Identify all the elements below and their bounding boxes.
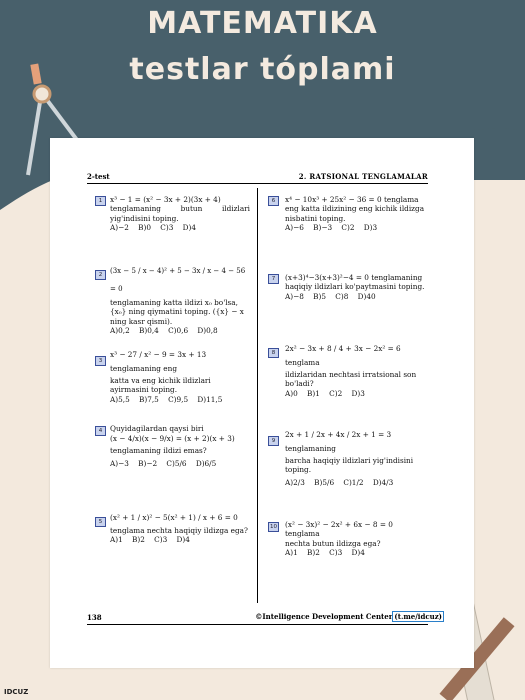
question-equation: x³ − 1 = (x² − 3x + 2)(3x + 4) [110, 195, 221, 204]
question-equation: 2x² − 3x + 8 / 4 + 3x − 2x² = 6 tenglama [285, 344, 401, 367]
question-options: A)1 B)2 C)3 D)4 [110, 535, 190, 545]
question-equation: (x+3)⁴−3(x+3)²−4 = 0 tenglamaning [285, 273, 423, 282]
question-equation: x⁴ − 10x³ + 25x² − 36 = 0 tenglama [285, 195, 419, 204]
question-4 [110, 424, 250, 471]
question-number: 8 [268, 348, 279, 358]
question-number: 10 [270, 524, 277, 530]
question-equation: (3x − 5 / x − 4)² + 5 − 3x / x − 4 − 56 = 0 [110, 267, 246, 293]
question-options: A)0 B)1 C)2 D)3 [285, 388, 365, 398]
question-text: nechta butun ildizga ega? [285, 538, 381, 548]
question-options: A)0,2 B)0,4 C)0,6 D)0,8 [110, 326, 218, 336]
cover-title-line1: MATEMATIKA [147, 6, 378, 41]
question-number: 9 [268, 436, 279, 446]
question-text: tenglamaning butun ildizlari yig'indisini toping. [110, 204, 250, 223]
question-8 [285, 342, 428, 398]
exam-page [50, 138, 474, 668]
question-text: barcha haqiqiy ildizlari yig'indisini toping. [285, 456, 414, 475]
question-6 [285, 195, 428, 233]
question-equation: (x² − 3x)² − 2x² + 6x − 8 = 0 tenglama [285, 520, 393, 539]
question-options: A)−3 B)−2 C)5/6 D)6/5 [110, 459, 217, 469]
question-number: 4 [95, 426, 106, 436]
question-number: 1 [95, 196, 106, 206]
question-5 [110, 510, 250, 545]
question-text: tenglamaning katta ildizi x₀ bo'lsa, {x₀} ning qiymatini toping. ({x} − x ning kasr qismi). [110, 298, 244, 326]
footer-text: ©Intelligence Development Center [255, 612, 393, 621]
page-number: 138 [87, 613, 102, 622]
footer-link[interactable]: (t.me/idcuz) [394, 612, 442, 621]
question-options: A)−8 B)5 C)8 D)40 [285, 291, 376, 301]
question-options: A)−6 B)−3 C)2 D)3 [285, 223, 378, 233]
question-7 [285, 273, 428, 301]
footer-divider [87, 624, 428, 625]
question-2 [110, 262, 250, 336]
question-number: 6 [268, 196, 279, 206]
question-text: katta va eng kichik ildizlari ayirmasini toping. [110, 376, 211, 395]
question-text: eng katta ildizining eng kichik ildizga nisbatini toping. [285, 204, 425, 223]
footer-credit [255, 612, 444, 621]
question-number: 2 [95, 270, 106, 280]
question-equation: 2x + 1 / 2x + 4x / 2x + 1 = 3 tenglamaning [285, 430, 392, 453]
question-text: haqiqiy ildizlari ko'paytmasini toping. [285, 282, 425, 292]
question-number: 5 [95, 517, 106, 527]
question-1 [110, 195, 250, 233]
column-divider [257, 188, 258, 603]
question-options: A)5,5 B)7,5 C)9,5 D)11,5 [110, 394, 223, 404]
question-10 [285, 520, 428, 558]
page-header-left: 2-test [87, 172, 110, 181]
question-text: (x − 4/x)(x − 9/x) = (x + 2)(x + 3) tenglamaning ildizi emas? [110, 434, 235, 456]
question-text: ildizlaridan nechtasi irratsional son bo'ladi? [285, 370, 417, 389]
question-number: 7 [268, 274, 279, 284]
question-options: A)1 B)2 C)3 D)4 [285, 548, 365, 558]
question-options: A)2/3 B)5/6 C)1/2 D)4/3 [285, 477, 394, 487]
question-equation: x³ − 27 / x² − 9 = 3x + 13 tenglamaning eng [110, 350, 207, 373]
question-number: 3 [95, 356, 106, 366]
page-header-right: 2. RATSIONAL TENGLAMALAR [298, 172, 428, 181]
question-9 [285, 428, 428, 491]
question-3 [110, 348, 250, 404]
header-divider [87, 183, 428, 184]
question-options: A)−2 B)0 C)3 D)4 [110, 223, 196, 233]
question-equation: Quyidagilardan qaysi biri [110, 424, 204, 433]
question-text: tenglama nechta haqiqiy ildizga ega? [110, 526, 248, 535]
question-equation: (x² + 1 / x)² − 5(x² + 1) / x + 6 = 0 [110, 513, 238, 522]
brand-watermark: IDCUZ [4, 688, 29, 696]
cover-title-line2: testlar tóplami [129, 52, 396, 87]
